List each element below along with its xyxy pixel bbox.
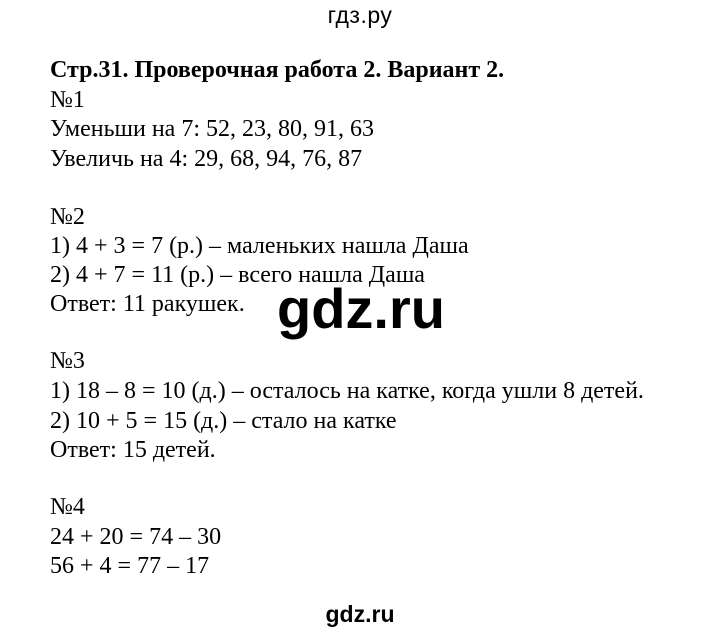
page-title: Стр.31. Проверочная работа 2. Вариант 2. [50, 57, 505, 83]
task1-number: №1 [50, 87, 85, 113]
task1-line-2: Увеличь на 4: 29, 68, 94, 76, 87 [50, 146, 363, 172]
task2-line-2: 2) 4 + 7 = 11 (р.) – всего нашла Даша [50, 262, 425, 288]
watermark-bottom: gdz.ru [325, 601, 395, 627]
watermark-top: гдз.ру [327, 2, 393, 28]
task3-number: №3 [50, 348, 85, 374]
task4-number: №4 [50, 494, 85, 520]
task4-line-2: 56 + 4 = 77 – 17 [50, 553, 210, 579]
task2-line-1: 1) 4 + 3 = 7 (р.) – маленьких нашла Даша [50, 233, 469, 259]
task4-line-1: 24 + 20 = 74 – 30 [50, 524, 222, 550]
task1-line-1: Уменьши на 7: 52, 23, 80, 91, 63 [50, 116, 374, 142]
task3-line-1: 1) 18 – 8 = 10 (д.) – осталось на катке, когда ушли 8 детей. [50, 378, 644, 404]
task2-number: №2 [50, 204, 85, 230]
task3-answer: Ответ: 15 детей. [50, 437, 216, 463]
task2-answer: Ответ: 11 ракушек. [50, 291, 245, 317]
watermark-middle: gdz.ru [277, 277, 445, 340]
task3-line-2: 2) 10 + 5 = 15 (д.) – стало на катке [50, 408, 397, 434]
